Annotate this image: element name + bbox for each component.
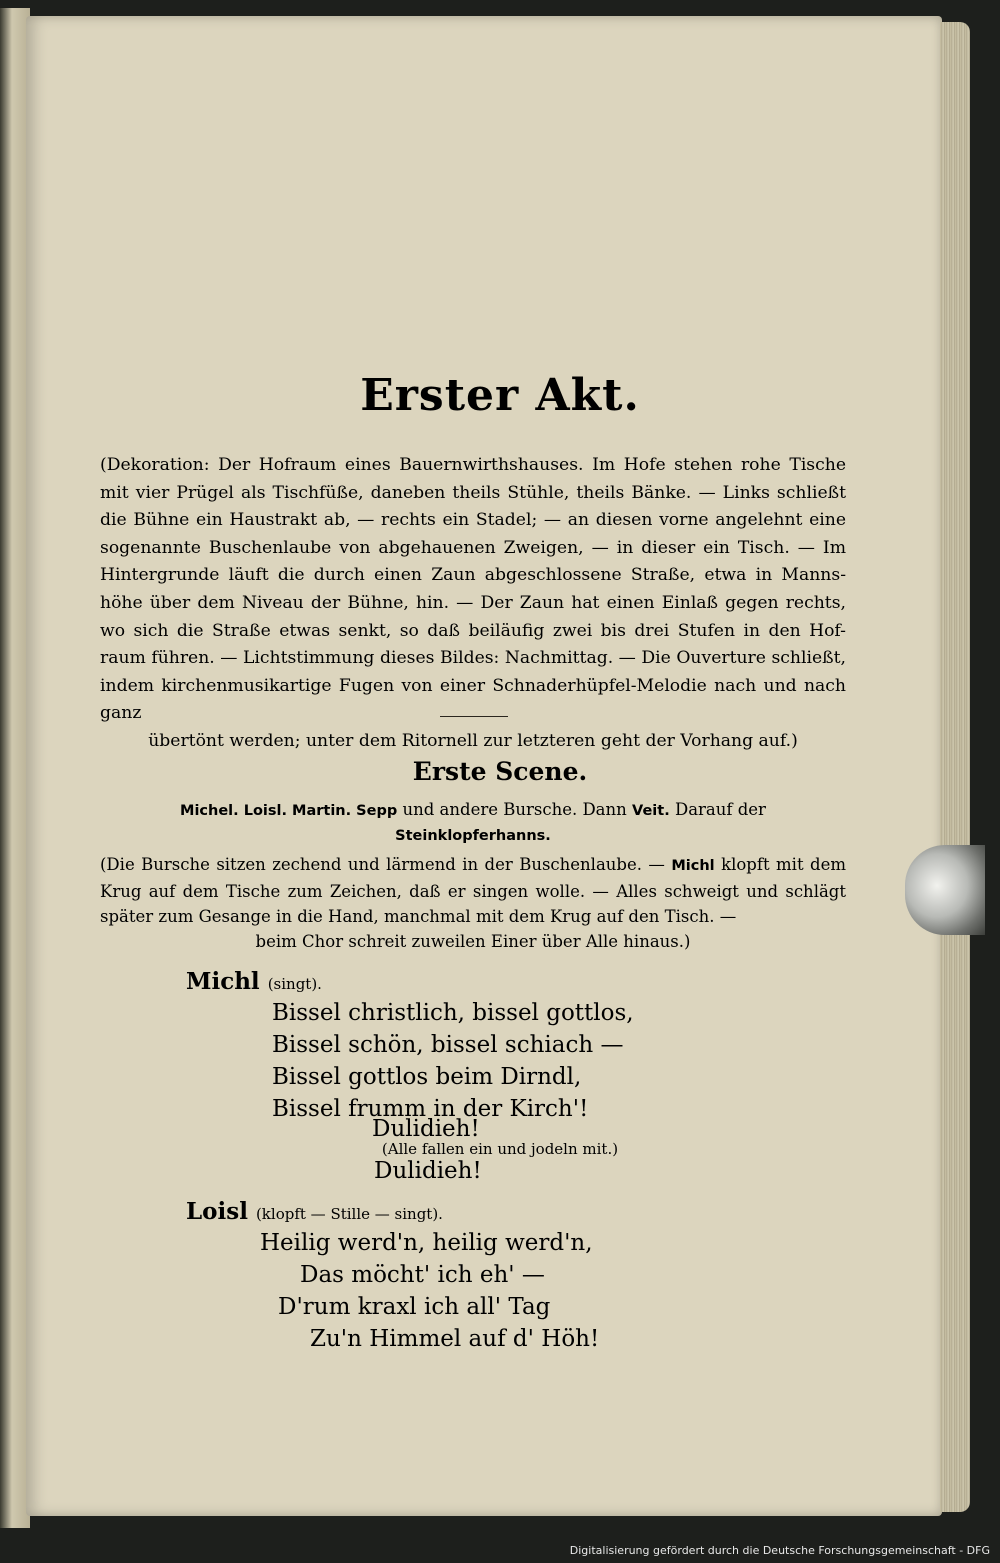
footer-credit: Digitalisierung gefördert durch die Deutsche Forschungsgemeinschaft - DFG [569,1544,990,1557]
speaker-michl [186,968,322,995]
speaker-note: (singt). [267,975,322,993]
verse-line: D'rum kraxl ich all' Tag [278,1294,551,1320]
verse-line: Bissel frumm in der Kirch'! [272,1096,589,1122]
refrain: Dulidieh! [374,1158,482,1184]
direction-text-2: klopft mit dem Krug auf dem Tische zum Zeichen, daß er singen wolle. — Alles schweigt und schlägt später zum Gesange in die Hand, manchmal mit dem Krug auf den Tisch. — [100,855,846,926]
direction-text-1: (Die Bursche sitzen zechend und lärmend in der Buschenlaube. — [100,855,672,874]
chorus-aside: (Alle fallen ein und jodeln mit.) [381,1140,619,1158]
cast-text: und andere Bursche. Dann [397,800,633,819]
cast-name-steinklopferhanns: Steinklopferhanns. [395,828,551,844]
cast-text-2: Darauf der [669,800,766,819]
verse-line: Zu'n Himmel auf d' Höh! [310,1326,600,1352]
speaker-name: Michl [186,968,260,995]
page-clip [905,845,985,935]
refrain: Dulidieh! [372,1116,480,1142]
direction-name: Michl [671,858,715,874]
act-title: Erster Akt. [360,370,640,421]
verse-line: Bissel schön, bissel schiach — [272,1032,624,1058]
divider-rule [440,716,508,717]
cast-names: Michel. Loisl. Martin. Sepp [180,803,398,819]
stage-direction-text: (Dekoration: Der Hofraum eines Bauernwirthshauses. Im Hofe stehen rohe Tische mit vier Prügel als Tischfüße, daneben theils Stühle, theils Bänke. — Links schließt die Bühne ein Haustrakt ab, — rechts ein Stadel; — an diesen vorne angelehnt eine sogenannte Buschenlaube von abgehauenen Zweigen, — in dieser ein Tisch. — Im Hintergrunde läuft die durch einen Zaun abgeschlossene Straße, etwa in Manns-höhe über dem Niveau der Bühne, hin. — Der Zaun hat einen Einlaß gegen rechts, wo sich die Straße etwas senkt, so daß beiläufig zwei bis drei Stufen in den Hof-raum führen. — Lichtstimmung dieses Bildes: Nachmittag. — Die Ouverture schließt, indem kirchenmusikartige Fugen von einer Schnaderhüpfel-Melodie nach und nach ganz [100,455,846,724]
speaker-note: (klopft — Stille — singt). [255,1205,443,1223]
verse-line: Bissel christlich, bissel gottlos, [272,1000,634,1026]
verse-line: Bissel gottlos beim Dirndl, [272,1064,582,1090]
cast-list [120,798,826,848]
cast-name-veit: Veit. [632,803,670,819]
direction-last-line: beim Chor schreit zuweilen Einer über Alle hinaus.) [255,932,691,951]
verse-line: Heilig werd'n, heilig werd'n, [260,1230,593,1256]
scene-direction [100,852,846,954]
stage-direction-last-line: übertönt werden; unter dem Ritornell zur letzteren geht der Vorhang auf.) [148,730,798,751]
speaker-name: Loisl [186,1198,248,1225]
scene-title: Erste Scene. [412,757,588,786]
speaker-loisl [186,1198,443,1225]
verse-line: Das möcht' ich eh' — [300,1262,545,1288]
stage-direction [100,452,846,756]
footer-bar [0,1535,1000,1563]
